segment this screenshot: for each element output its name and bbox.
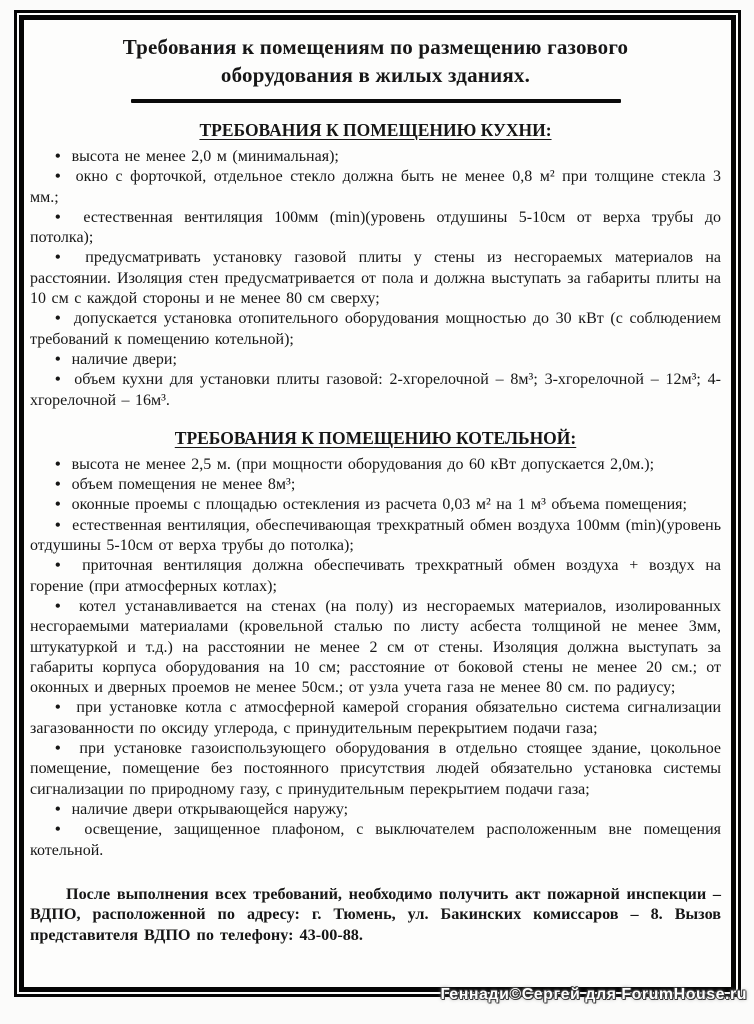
kitchen-requirements-list — [30, 147, 721, 411]
requirement-item: • предусматривать установку газовой плиты у стены из несгораемых материалов на расстоянии. Изоляция стен предусматривается от пола и должна выступать за габариты плиты на 10 см с каждой стороны и не менее 80 см сверху; — [30, 248, 721, 309]
boiler-requirements-list — [30, 455, 721, 861]
requirement-item: • наличие двери; — [30, 350, 721, 370]
requirement-item: • допускается установка отопительного оборудования мощностью до 30 кВт (с соблюдением требований к помещению котельной); — [30, 309, 721, 350]
requirement-item: • естественная вентиляция, обеспечивающая трехкратный обмен воздуха 100мм (min)(уровень отдушины 5-10см от верха трубы до потолка); — [30, 516, 721, 557]
requirement-item: • освещение, защищенное плафоном, с выключателем расположенным вне помещения котельной. — [30, 820, 721, 861]
watermark: Геннади©Сергей для ForumHouse.ru — [440, 986, 747, 1003]
requirement-item: • естественная вентиляция 100мм (min)(уровень отдушины 5-10см от верха трубы до потолка); — [30, 208, 721, 249]
section-kitchen-heading: ТРЕБОВАНИЯ К ПОМЕЩЕНИЮ КУХНИ: — [199, 120, 552, 140]
section-boiler-heading: ТРЕБОВАНИЯ К ПОМЕЩЕНИЮ КОТЕЛЬНОЙ: — [174, 427, 577, 448]
page-title: Требования к помещениям по размещению газового оборудования в жилых зданиях. — [122, 35, 629, 87]
requirement-item: • объем помещения не менее 8м³; — [30, 475, 721, 495]
requirement-item: • при установке газоиспользующего оборудования в отдельно стоящее здание, цокольное помещение, помещение без постоянного присутствия людей обязательно установка системы сигнализации по природному газу, с принудительным перекрытием подачи газа; — [30, 739, 721, 800]
section-boiler — [30, 428, 721, 861]
requirement-item: • высота не менее 2,0 м (минимальная); — [30, 147, 721, 167]
requirement-item: • наличие двери открывающейся наружу; — [30, 800, 721, 820]
title-divider-rule — [131, 99, 621, 103]
requirement-item: • окно с форточкой, отдельное стекло должна быть не менее 0,8 м² при толщине стекла 3 мм.; — [30, 167, 721, 208]
footer-note: После выполнения всех требований, необходимо получить акт пожарной инспекции – ВДПО, расположенной по адресу: г. Тюмень, ул. Бакинских комиссаров – 8. Вызов представителя ВДПО по телефону: 43-00-88. — [30, 884, 721, 944]
requirement-item: • приточная вентиляция должна обеспечивать трехкратный обмен воздуха + воздух на горение (при атмосферных котлах); — [30, 556, 721, 597]
requirement-item: • котел устанавливается на стенах (на полу) из несгораемых материалов, изолированных несгораемыми материалами (кровельной сталью по листу асбеста толщиной не менее 3мм, штукатуркой и т.д.) на расстоянии не менее 2 см от стены. Изоляция должна выступать за габариты корпуса оборудования на 10 см; расстояние от боковой стены не менее 20 см.; от оконных и дверных проемов не менее 50см.; от узла учета газа не менее 80 см. по радиусу; — [30, 597, 721, 698]
section-kitchen — [30, 120, 721, 411]
requirement-item: • при установке котла с атмосферной камерой сгорания обязательно система сигнализации загазованности по оксиду углерода, с принудительным перекрытием подачи газа; — [30, 698, 721, 739]
document-outer-border — [14, 10, 741, 997]
requirement-item: • высота не менее 2,5 м. (при мощности оборудования до 60 кВт допускается 2,0м.); — [30, 455, 721, 475]
document-inner-border — [19, 15, 736, 992]
requirement-item: • оконные проемы с площадью остекления из расчета 0,03 м² на 1 м³ объема помещения; — [30, 495, 721, 515]
requirement-item: • объем кухни для установки плиты газовой: 2-хгорелочной – 8м³; 3-хгорелочной – 12м³; 4-хгорелочной – 16м³. — [30, 370, 721, 411]
